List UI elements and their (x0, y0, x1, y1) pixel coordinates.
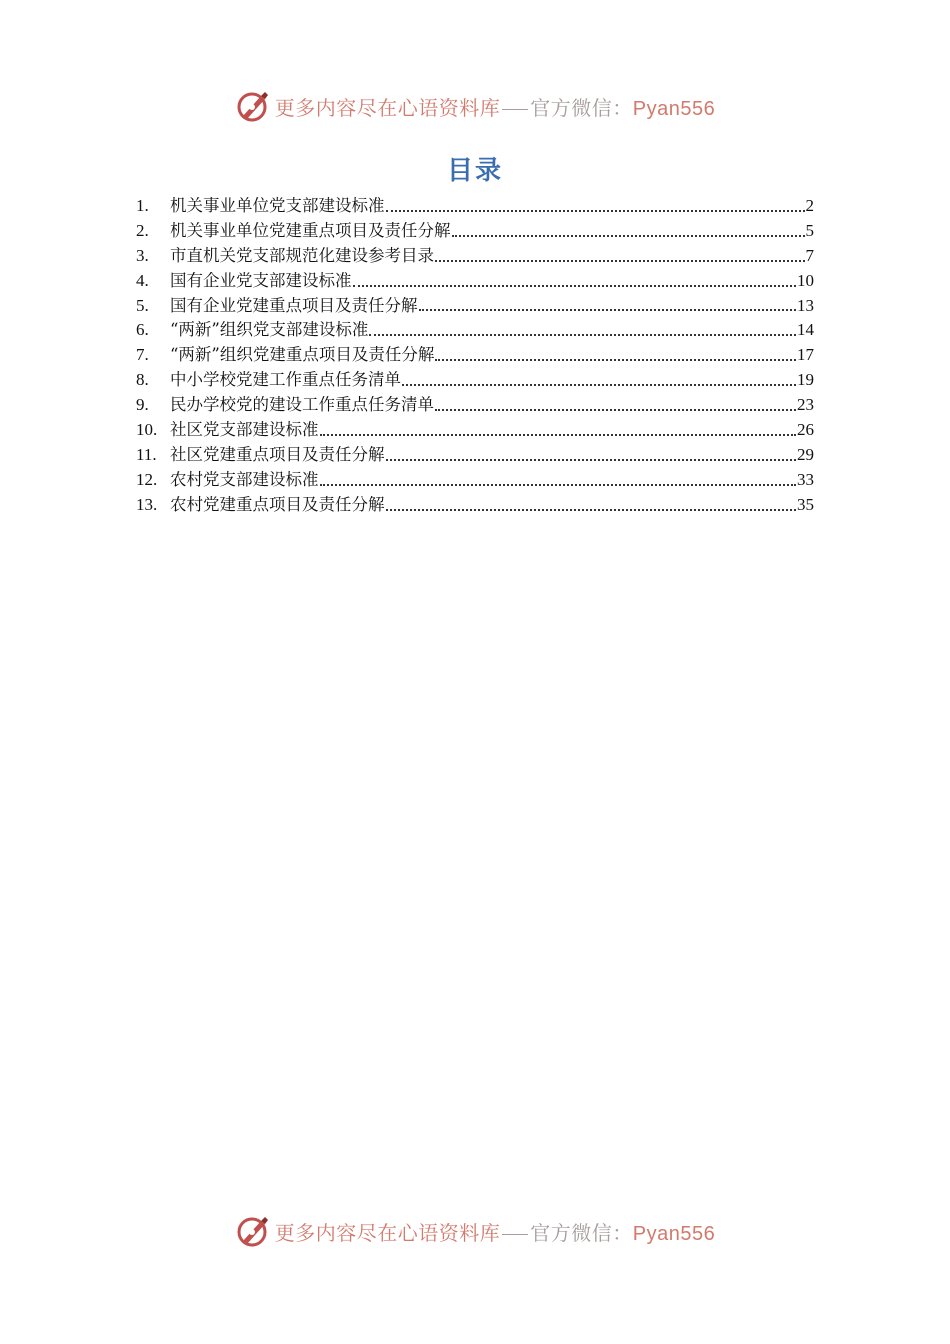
toc-entry-page: 33 (797, 469, 814, 489)
toc-entry-number: 4. (136, 270, 149, 290)
toc-entry-page: 26 (797, 420, 814, 440)
watermark-main-text: 更多内容尽在心语资料库 (274, 1220, 501, 1245)
toc-title: 目录 (446, 156, 503, 186)
toc-entry-page: 23 (797, 395, 814, 415)
toc-entry-leader (435, 408, 796, 411)
toc-entry[interactable] (136, 418, 814, 443)
header-watermark (0, 86, 950, 126)
toc-entry-leader (386, 508, 797, 511)
toc-entry-page: 19 (797, 370, 814, 390)
toc-entry-page: 2 (805, 196, 814, 215)
toc-entry[interactable] (136, 318, 814, 343)
toc-entry-leader (435, 358, 796, 361)
toc-entry-number: 1. (136, 196, 149, 215)
toc-entry-leader (369, 333, 796, 336)
toc-entry-label: “两新”组织党建重点项目及责任分解 (170, 345, 435, 365)
toc-entry[interactable] (136, 244, 814, 269)
watermark-id-text: Pyan556 (632, 97, 716, 120)
toc-entry[interactable] (136, 194, 814, 219)
toc-entry[interactable] (136, 343, 814, 368)
watermark-id-text: Pyan556 (632, 1222, 716, 1245)
toc-entry[interactable] (136, 393, 814, 418)
toc-entry-page: 7 (805, 245, 814, 265)
toc-entry-label: 市直机关党支部规范化建设参考目录 (170, 245, 434, 265)
watermark-sub-text: 官方微信： (530, 95, 633, 120)
toc-entry-label: “两新”组织党支部建设标准 (170, 320, 369, 340)
toc-entry-leader (452, 234, 805, 237)
toc-entry-label: 民办学校党的建设工作重点任务清单 (170, 395, 434, 415)
toc-entry-leader (386, 458, 797, 461)
toc-entry[interactable] (136, 468, 814, 493)
toc-entry[interactable] (136, 294, 814, 319)
toc-entry[interactable] (136, 443, 814, 468)
toc-entry-label: 国有企业党支部建设标准 (170, 270, 352, 290)
toc-entry-page: 13 (797, 295, 814, 315)
watermark-dash (502, 109, 528, 110)
toc-entry-leader (435, 259, 805, 262)
toc-entry-leader (320, 483, 797, 486)
toc-entry-number: 13. (136, 494, 158, 514)
toc-entry-page: 17 (797, 345, 814, 365)
watermark-dash (502, 1234, 528, 1235)
toc-entry-number: 2. (136, 220, 149, 240)
toc-entry-number: 9. (136, 395, 149, 415)
toc-entry-page: 5 (805, 220, 814, 240)
toc-entry-number: 10. (136, 420, 158, 440)
toc-entry-leader (353, 284, 797, 287)
toc-entry-number: 11. (136, 444, 157, 464)
toc-entry-number: 3. (136, 245, 149, 265)
watermark-text (275, 92, 715, 121)
toc-entry-label: 农村党建重点项目及责任分解 (170, 494, 385, 514)
watermark-sub-text: 官方微信： (530, 1220, 633, 1245)
footer-watermark (0, 1211, 950, 1251)
watermark-text (275, 1217, 715, 1246)
toc-entry-number: 12. (136, 469, 158, 489)
toc-entry[interactable] (136, 493, 814, 518)
toc-entry-label: 机关事业单位党建重点项目及责任分解 (170, 220, 451, 240)
toc-entry-leader (386, 209, 805, 212)
toc-entry-leader (402, 383, 796, 386)
pen-circle-logo-icon (235, 1213, 271, 1249)
toc-entry-label: 中小学校党建工作重点任务清单 (170, 370, 401, 390)
pen-circle-logo-icon (235, 88, 271, 124)
toc-entry-label: 农村党支部建设标准 (170, 469, 319, 489)
toc-entry-number: 8. (136, 370, 149, 390)
toc-entry-label: 机关事业单位党支部建设标准 (170, 196, 385, 215)
watermark-main-text: 更多内容尽在心语资料库 (274, 95, 501, 120)
toc-entry-number: 6. (136, 320, 149, 340)
toc-list (136, 194, 814, 518)
toc-entry-page: 10 (797, 270, 814, 290)
toc-entry-leader (419, 308, 797, 311)
toc-entry[interactable] (136, 219, 814, 244)
toc-entry-page: 35 (797, 494, 814, 514)
toc-entry[interactable] (136, 368, 814, 393)
toc-entry-page: 14 (797, 320, 814, 340)
toc-entry-page: 29 (797, 444, 814, 464)
toc-entry-number: 5. (136, 295, 149, 315)
toc-entry[interactable] (136, 269, 814, 294)
toc-entry-label: 社区党建重点项目及责任分解 (170, 444, 385, 464)
toc-entry-label: 社区党支部建设标准 (170, 420, 319, 440)
toc-entry-label: 国有企业党建重点项目及责任分解 (170, 295, 418, 315)
toc-entry-leader (320, 433, 797, 436)
toc-entry-number: 7. (136, 345, 149, 365)
